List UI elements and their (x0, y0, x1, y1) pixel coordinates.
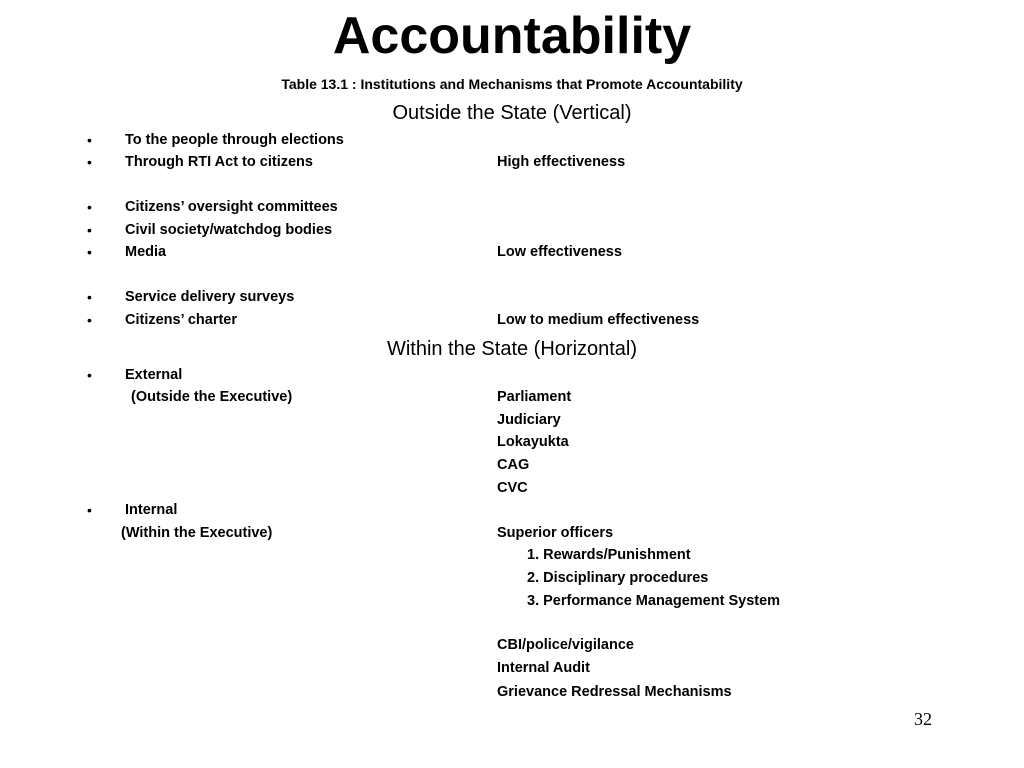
bullet-marker: • (87, 502, 92, 518)
superior-subitem: 3. Performance Management System (527, 593, 781, 609)
vertical-item: Service delivery surveys (125, 289, 295, 305)
internal-mechanism: Grievance Redressal Mechanisms (497, 684, 732, 700)
horizontal-heading: Within the State (Horizontal) (386, 338, 638, 360)
internal-mechanism: CBI/police/vigilance (497, 637, 634, 653)
bullet-marker: • (87, 154, 92, 170)
bullet-marker: • (87, 222, 92, 238)
effectiveness-label: High effectiveness (497, 154, 626, 170)
vertical-item: To the people through elections (125, 132, 344, 148)
superior-subitem: 2. Disciplinary procedures (527, 570, 709, 586)
internal-sub: (Within the Executive) (121, 525, 273, 541)
vertical-item: Citizens’ oversight committees (125, 199, 338, 215)
superior-subitem: 1. Rewards/Punishment (527, 547, 691, 563)
vertical-item: Through RTI Act to citizens (125, 154, 313, 170)
external-sub: (Outside the Executive) (131, 389, 293, 405)
vertical-item: Citizens’ charter (125, 312, 238, 328)
internal-mechanism: Internal Audit (497, 660, 590, 676)
bullet-marker: • (87, 199, 92, 215)
institution-item: Lokayukta (497, 434, 569, 450)
slide-title: Accountability (332, 7, 692, 65)
bullet-marker: • (87, 289, 92, 305)
vertical-heading: Outside the State (Vertical) (392, 102, 632, 124)
bullet-marker: • (87, 132, 92, 148)
page-number: 32 (914, 709, 932, 729)
internal-label: Internal (125, 502, 178, 518)
institution-item: Judiciary (497, 412, 561, 428)
effectiveness-label: Low to medium effectiveness (497, 312, 700, 328)
bullet-marker: • (87, 244, 92, 260)
external-label: External (125, 367, 183, 383)
vertical-item: Civil society/watchdog bodies (125, 222, 333, 238)
superior-officers: Superior officers (497, 525, 614, 541)
institution-item: CAG (497, 457, 530, 473)
effectiveness-label: Low effectiveness (497, 244, 622, 260)
institution-item: CVC (497, 480, 528, 496)
table-caption: Table 13.1 : Institutions and Mechanisms that Promote Accountability (281, 76, 743, 92)
institution-item: Parliament (497, 389, 572, 405)
bullet-marker: • (87, 312, 92, 328)
bullet-marker: • (87, 367, 92, 383)
vertical-item: Media (125, 244, 167, 260)
